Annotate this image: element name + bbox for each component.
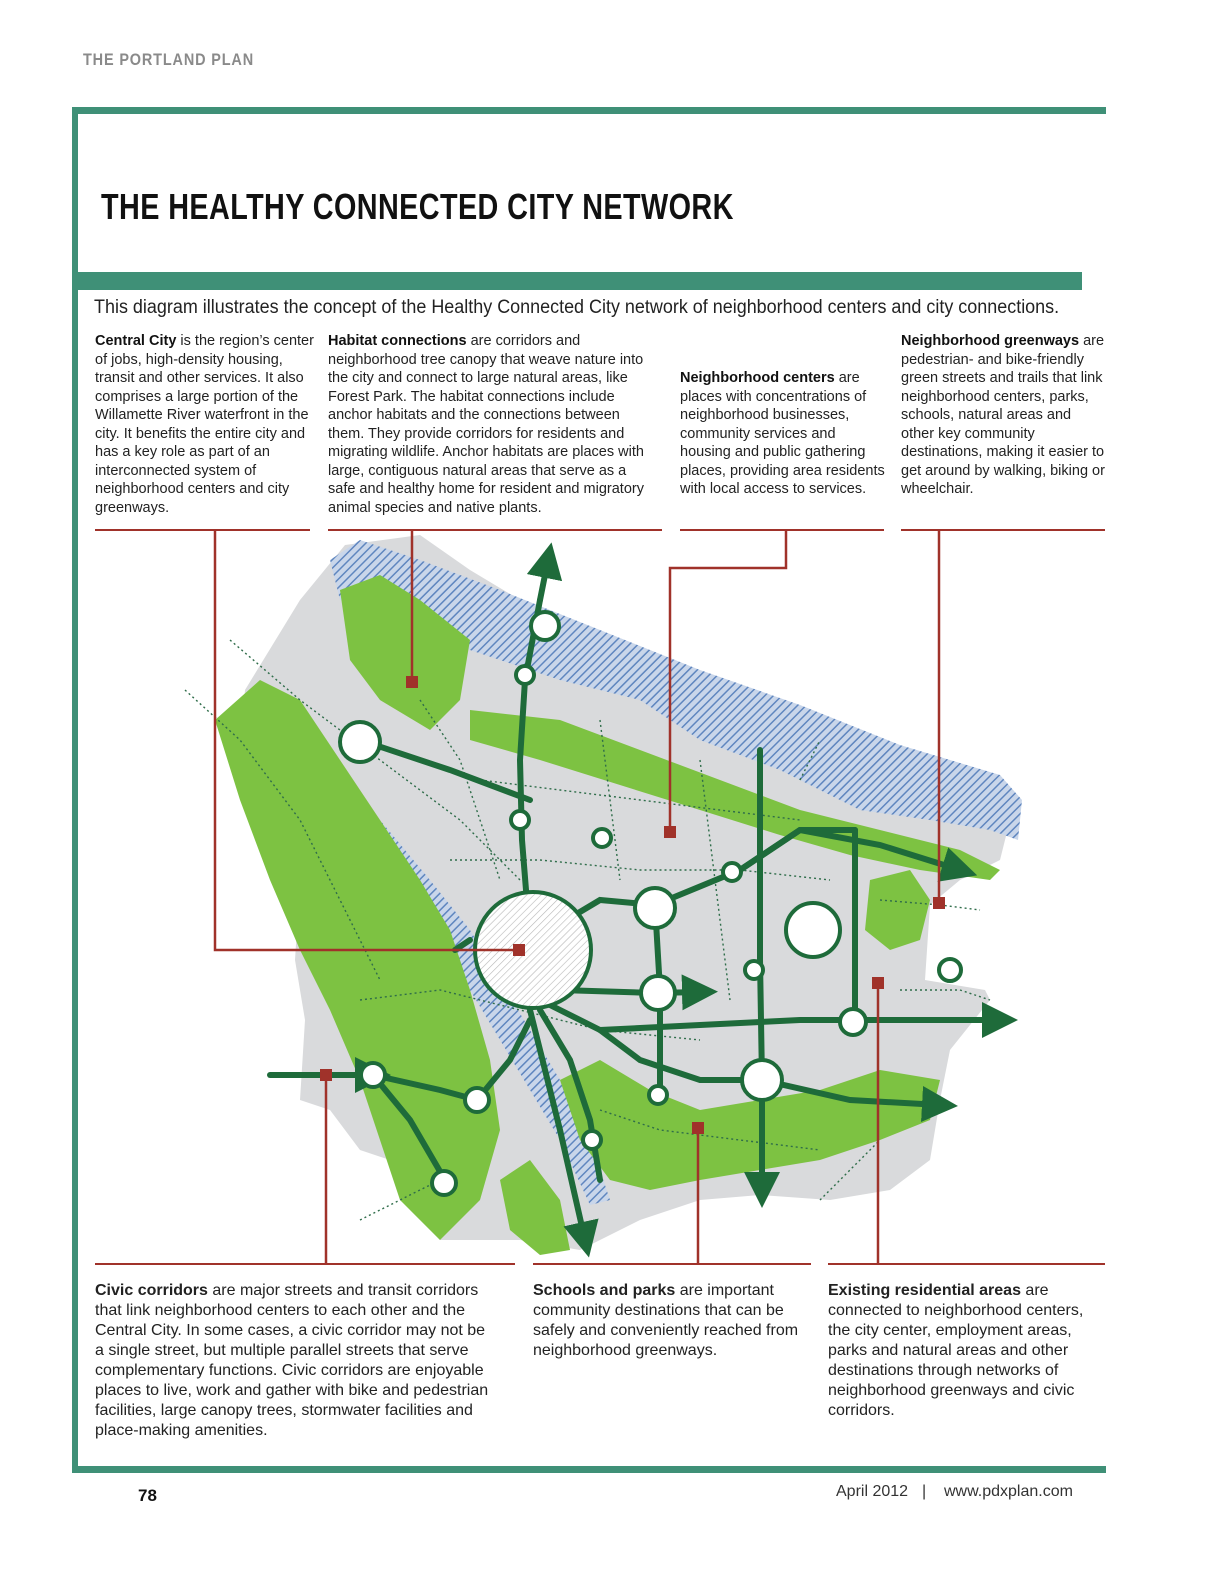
callout-text: is the region’s center of jobs, high-density housing, transit and other services. It also comprises a large portion of the Willamette River waterfront in the city. It benefits the entire city and has a key role as part of an interconnected system of neighborhood centers and city greenways. xyxy=(95,333,314,516)
callout-text: are corridors and neighborhood tree canopy that weave nature into the city and connect to large natural areas, like Forest Park. The habitat connections include anchor habitats and the connections between them. They provide corridors for residents and migrating wildlife. Anchor habitats are places with large, contiguous natural areas that serve as a safe and healthy home for resident and migratory animal species and native plants. xyxy=(328,333,644,516)
callout-text: are connected to neighborhood centers, the city center, employment areas, parks and natural areas and other destinations through networks of neighborhood greenways and civic corridors. xyxy=(828,1282,1084,1419)
callout-term: Habitat connections xyxy=(328,333,467,349)
healthy-connected-city-map xyxy=(140,530,1040,1270)
frame-left-border xyxy=(72,107,78,1473)
callout-text: are major streets and transit corridors that link neighborhood centers to each other and the Central City. In some cases, a civic corridor may not be a single street, but multiple parallel streets that serve complementary functions. Civic corridors are enjoyable places to live, work and gather with bike and pedestrian facilities, large canopy trees, stormwater facilities and place-making amenities. xyxy=(95,1282,489,1439)
callout-neighborhood-greenways xyxy=(901,332,1105,499)
callout-schools-parks xyxy=(533,1281,813,1361)
header-label: THE PORTLAND PLAN xyxy=(83,50,254,69)
callout-rule xyxy=(95,1263,515,1265)
intro-text: This diagram illustrates the concept of the Healthy Connected City network of neighborhood centers and city connections. xyxy=(94,297,1060,318)
page-number: 78 xyxy=(138,1486,157,1505)
callout-rule xyxy=(828,1263,1105,1265)
callout-term: Central City xyxy=(95,333,177,349)
title-band xyxy=(72,272,1082,290)
callout-text: are important community destinations that can be safely and conveniently reached from neighborhood greenways. xyxy=(533,1282,799,1359)
callout-central-city xyxy=(95,332,317,517)
callout-term: Civic corridors xyxy=(95,1282,208,1299)
callout-text: are pedestrian- and bike-friendly green streets and trails that link neighborhood centers, parks, schools, natural areas and other key community destinations, making it easier to get around by walking, biking or wheelchair. xyxy=(901,333,1105,497)
callout-text: are places with concentrations of neighborhood businesses, community services and housing and public gathering places, providing area residents with local access to services. xyxy=(680,370,885,497)
callout-term: Existing residential areas xyxy=(828,1282,1021,1299)
callout-term: Neighborhood greenways xyxy=(901,333,1080,349)
callout-residential-areas xyxy=(828,1281,1103,1421)
callout-term: Schools and parks xyxy=(533,1282,676,1299)
page-title: THE HEALTHY CONNECTED CITY NETWORK xyxy=(101,186,734,227)
callout-term: Neighborhood centers xyxy=(680,370,835,386)
footer-separator: | xyxy=(922,1483,927,1500)
frame-top-border xyxy=(72,107,1106,114)
callout-rule xyxy=(533,1263,811,1265)
callout-habitat-connections xyxy=(328,332,650,517)
frame-bottom-border xyxy=(72,1466,1106,1473)
footer-url[interactable]: www.pdxplan.com xyxy=(944,1483,1073,1500)
footer-date: April 2012 xyxy=(836,1483,909,1500)
callout-neighborhood-centers xyxy=(680,369,886,499)
callout-civic-corridors xyxy=(95,1281,497,1441)
